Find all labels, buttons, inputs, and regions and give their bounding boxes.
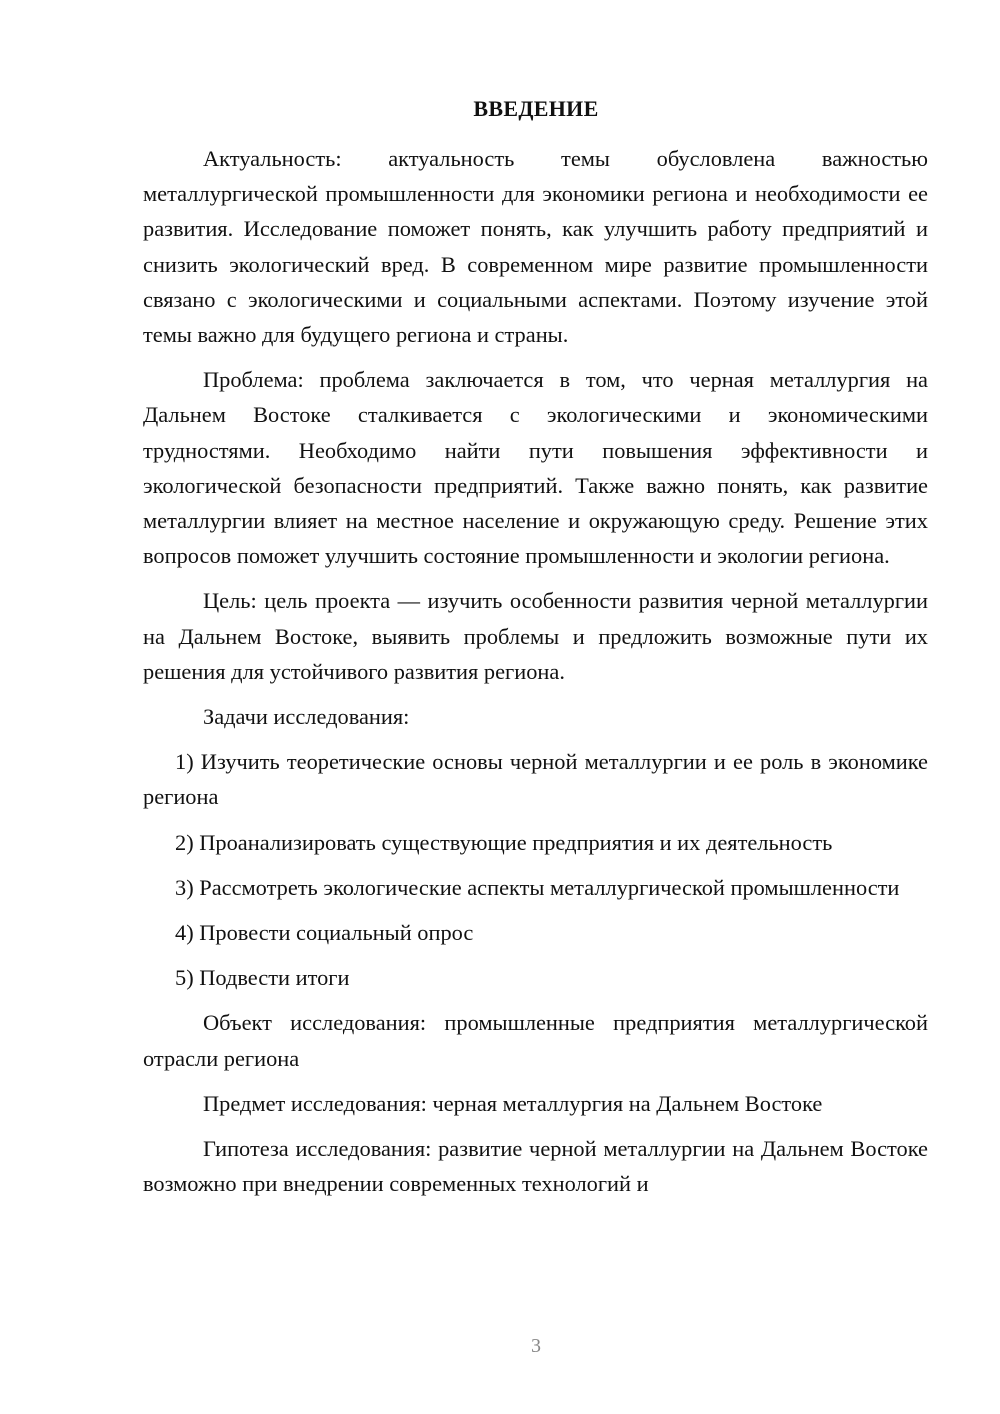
list-item: 2) Проанализировать существующие предприятия и их деятельность <box>175 829 833 855</box>
body-text <box>143 141 928 1211</box>
paragraph-problem: Проблема: проблема заключается в том, что черная металлургия на Дальнем Востоке сталкивается с экологическими и экономическими трудностями. Необходимо найти пути повышения эффективности и экологической безопасности предприятий. Также важно понять, как развитие металлургии влияет на местное население и окружающую среду. Решение этих вопросов поможет улучшить состояние промышленности и экологии региона. <box>143 367 928 569</box>
list-item: 4) Провести социальный опрос <box>175 920 474 946</box>
list-item: 5) Подвести итоги <box>175 965 350 991</box>
paragraph-tasks-heading: Задачи исследования: <box>203 704 410 730</box>
paragraph-hypothesis: Гипотеза исследования: развитие черной металлургии на Дальнем Востоке возможно при внедрении современных технологий и <box>143 1136 928 1197</box>
paragraph-object: Объект исследования: промышленные предприятия металлургической отрасли региона <box>143 1010 928 1071</box>
section-title: ВВЕДЕНИЕ <box>473 96 599 121</box>
list-item: 1) Изучить теоретические основы черной металлургии и ее роль в экономике региона <box>143 749 928 810</box>
list-item: 3) Рассмотреть экологические аспекты металлургической промышленности <box>175 874 900 900</box>
paragraph-subject: Предмет исследования: черная металлургия на Дальнем Востоке <box>203 1090 823 1116</box>
paragraph-relevance: Актуальность: актуальность темы обусловлена важностью металлургической промышленности для экономики региона и необходимости ее развития. Исследование поможет понять, как улучшить работу предприятий и снизить экологический вред. В современном мире развитие промышленности связано с экологическими и социальными аспектами. Поэтому изучение этой темы важно для будущего региона и страны. <box>143 146 928 348</box>
page-number: 3 <box>531 1335 541 1357</box>
paragraph-goal: Цель: цель проекта — изучить особенности развития черной металлургии на Дальнем Востоке, выявить проблемы и предложить возможные пути их решения для устойчивого развития региона. <box>143 588 928 684</box>
